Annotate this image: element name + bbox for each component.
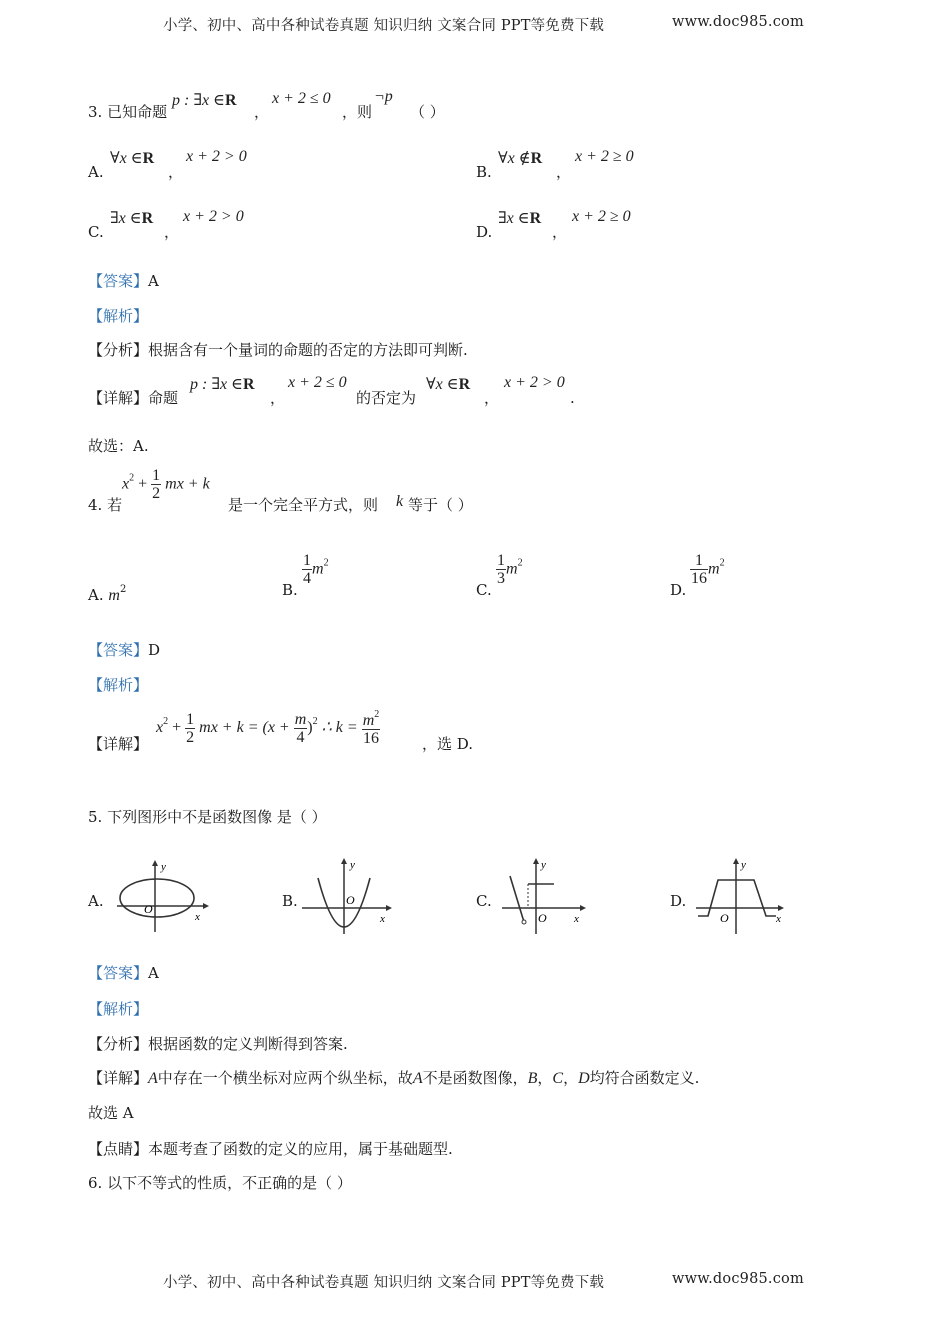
q3-detail-end: . [570, 389, 575, 407]
q3-option-d-expr: x + 2 ≥ 0 [572, 208, 631, 225]
q3-option-b-expr: x + 2 ≥ 0 [575, 148, 634, 165]
q3-option-a-expr: x + 2 > 0 [186, 148, 247, 165]
q3-option-a-quant: ∀x ∈R [110, 150, 155, 167]
q3-option-a-comma: ， [168, 163, 184, 181]
q3-option-b-comma: ， [556, 163, 572, 181]
q3-analysis-tag: 【解析】 [88, 307, 149, 325]
q4-polynomial: $x^2$ + $\frac{1}{2}$ mx + k [122, 467, 210, 502]
q3-option-d-quant: ∃x ∈R [498, 210, 542, 227]
graph-d-y: y [741, 859, 746, 871]
q3-option-c-expr: x + 2 > 0 [183, 208, 244, 225]
q5-fenxi: 【分析】根据函数的定义判断得到答案. [88, 1035, 348, 1053]
q3-detail-comma1: ， [270, 389, 286, 407]
q3-then: ，则 [342, 103, 373, 121]
q5-graph-b [300, 856, 395, 936]
q5-graph-c [500, 856, 590, 936]
graph-b-o: O [346, 893, 355, 907]
q5-option-c-label: C. [476, 892, 492, 910]
q3-detail-tag: 【详解】命题 [88, 389, 179, 407]
q5-comment: 【点睛】本题考查了函数的定义的应用，属于基础题型. [88, 1140, 453, 1158]
q3-condition: x + 2 ≤ 0 [272, 90, 331, 107]
q5-option-d-label: D. [670, 892, 687, 910]
q5-stem: 5. 下列图形中不是函数图像 是（ ） [88, 808, 327, 826]
q5-option-b-label: B. [282, 892, 298, 910]
q3-comma1: ， [254, 103, 270, 121]
q4-option-c-label: C. [476, 581, 492, 599]
q5-graph-a [115, 858, 210, 933]
footer-right: www.doc985.com [672, 1271, 804, 1287]
q5-choose: 故选 A [88, 1104, 134, 1122]
q3-p-math: p : ∃x ∈R [172, 92, 237, 109]
q3-detail-q: ∀x ∈R [426, 376, 471, 393]
q3-negp: ¬p [374, 88, 393, 105]
q3-option-b-quant: ∀x ∉R [498, 150, 543, 167]
footer-left: 小学、初中、高中各种试卷真题 知识归纳 文案合同 PPT等免费下载 [163, 1275, 605, 1291]
q3-option-b-label: B. [476, 163, 492, 181]
q4-detail-end: ，选 D. [422, 735, 474, 753]
q3-paren: （ ） [410, 103, 445, 121]
q4-option-b-label: B. [282, 581, 298, 599]
q3-option-c-label: C. [88, 223, 104, 241]
q3-detail-p: p : ∃x ∈R [190, 376, 255, 393]
q3-option-a-label: A. [88, 163, 104, 181]
q4-option-b-expr: $\frac{1}{4}$ $m^2$ [303, 552, 329, 587]
q5-detail: 【详解】A中存在一个横坐标对应两个纵坐标，故A不是函数图像，B，C，D均符合函数定义. [88, 1069, 700, 1087]
q3-detail-expr: x + 2 > 0 [504, 374, 565, 391]
q5-option-a-label: A. [88, 892, 104, 910]
q3-option-c-quant: ∃x ∈R [110, 210, 154, 227]
q4-answer: 【答案】D [88, 641, 161, 659]
graph-b-x: x [380, 913, 385, 925]
graph-c-y: y [541, 859, 546, 871]
q3-answer: 【答案】A [88, 272, 159, 290]
graph-b-y: y [350, 859, 355, 871]
graph-d-x: x [776, 913, 781, 925]
q4-stem-a: 4. 若 [88, 496, 123, 514]
q3-choose: 故选：A. [88, 437, 149, 455]
q4-option-d-expr: $\frac{1}{16}$ $m^2$ [691, 552, 725, 587]
q5-answer: 【答案】A [88, 964, 159, 982]
graph-a-y: y [161, 861, 166, 873]
q5-graph-d [694, 856, 789, 936]
q3-detail-comma2: ， [484, 389, 500, 407]
q3-option-c-comma: ， [164, 223, 180, 241]
graph-c-x: x [574, 913, 579, 925]
q6-stem: 6. 以下不等式的性质，不正确的是（ ） [88, 1174, 352, 1192]
graph-c-o: O [538, 911, 547, 925]
graph-a-x: x [195, 911, 200, 923]
q4-option-d-label: D. [670, 581, 687, 599]
graph-a-o: O [144, 902, 153, 916]
q4-stem-b: 是一个完全平方式，则 [228, 496, 379, 514]
q4-analysis-tag: 【解析】 [88, 676, 149, 694]
header-right: www.doc985.com [672, 14, 804, 30]
graph-d-o: O [720, 911, 729, 925]
q4-option-a: A. $m^2$ [88, 584, 127, 604]
q5-analysis-tag: 【解析】 [88, 1000, 149, 1018]
header-left: 小学、初中、高中各种试卷真题 知识归纳 文案合同 PPT等免费下载 [163, 18, 605, 34]
q4-stem-c: 等于（ ） [408, 496, 473, 514]
q3-fenxi: 【分析】根据含有一个量词的命题的否定的方法即可判断. [88, 341, 468, 359]
q3-stem: 3. 已知命题 [88, 103, 168, 121]
q3-detail-neg: 的否定为 [356, 389, 417, 407]
q4-option-c-expr: $\frac{1}{3}$ $m^2$ [497, 552, 523, 587]
q4-detail-tag: 【详解】 [88, 735, 149, 753]
q3-option-d-label: D. [476, 223, 493, 241]
q3-detail-cond: x + 2 ≤ 0 [288, 374, 347, 391]
q4-k: k [396, 493, 404, 510]
q3-option-d-comma: ， [552, 223, 568, 241]
q4-detail-equation: $x^2$ + $\frac{1}{2}$ mx + k = (x + $\frac{m}{4}$ )$^2$ ∴ k = $\frac{m^2}{16}$ [156, 709, 380, 747]
